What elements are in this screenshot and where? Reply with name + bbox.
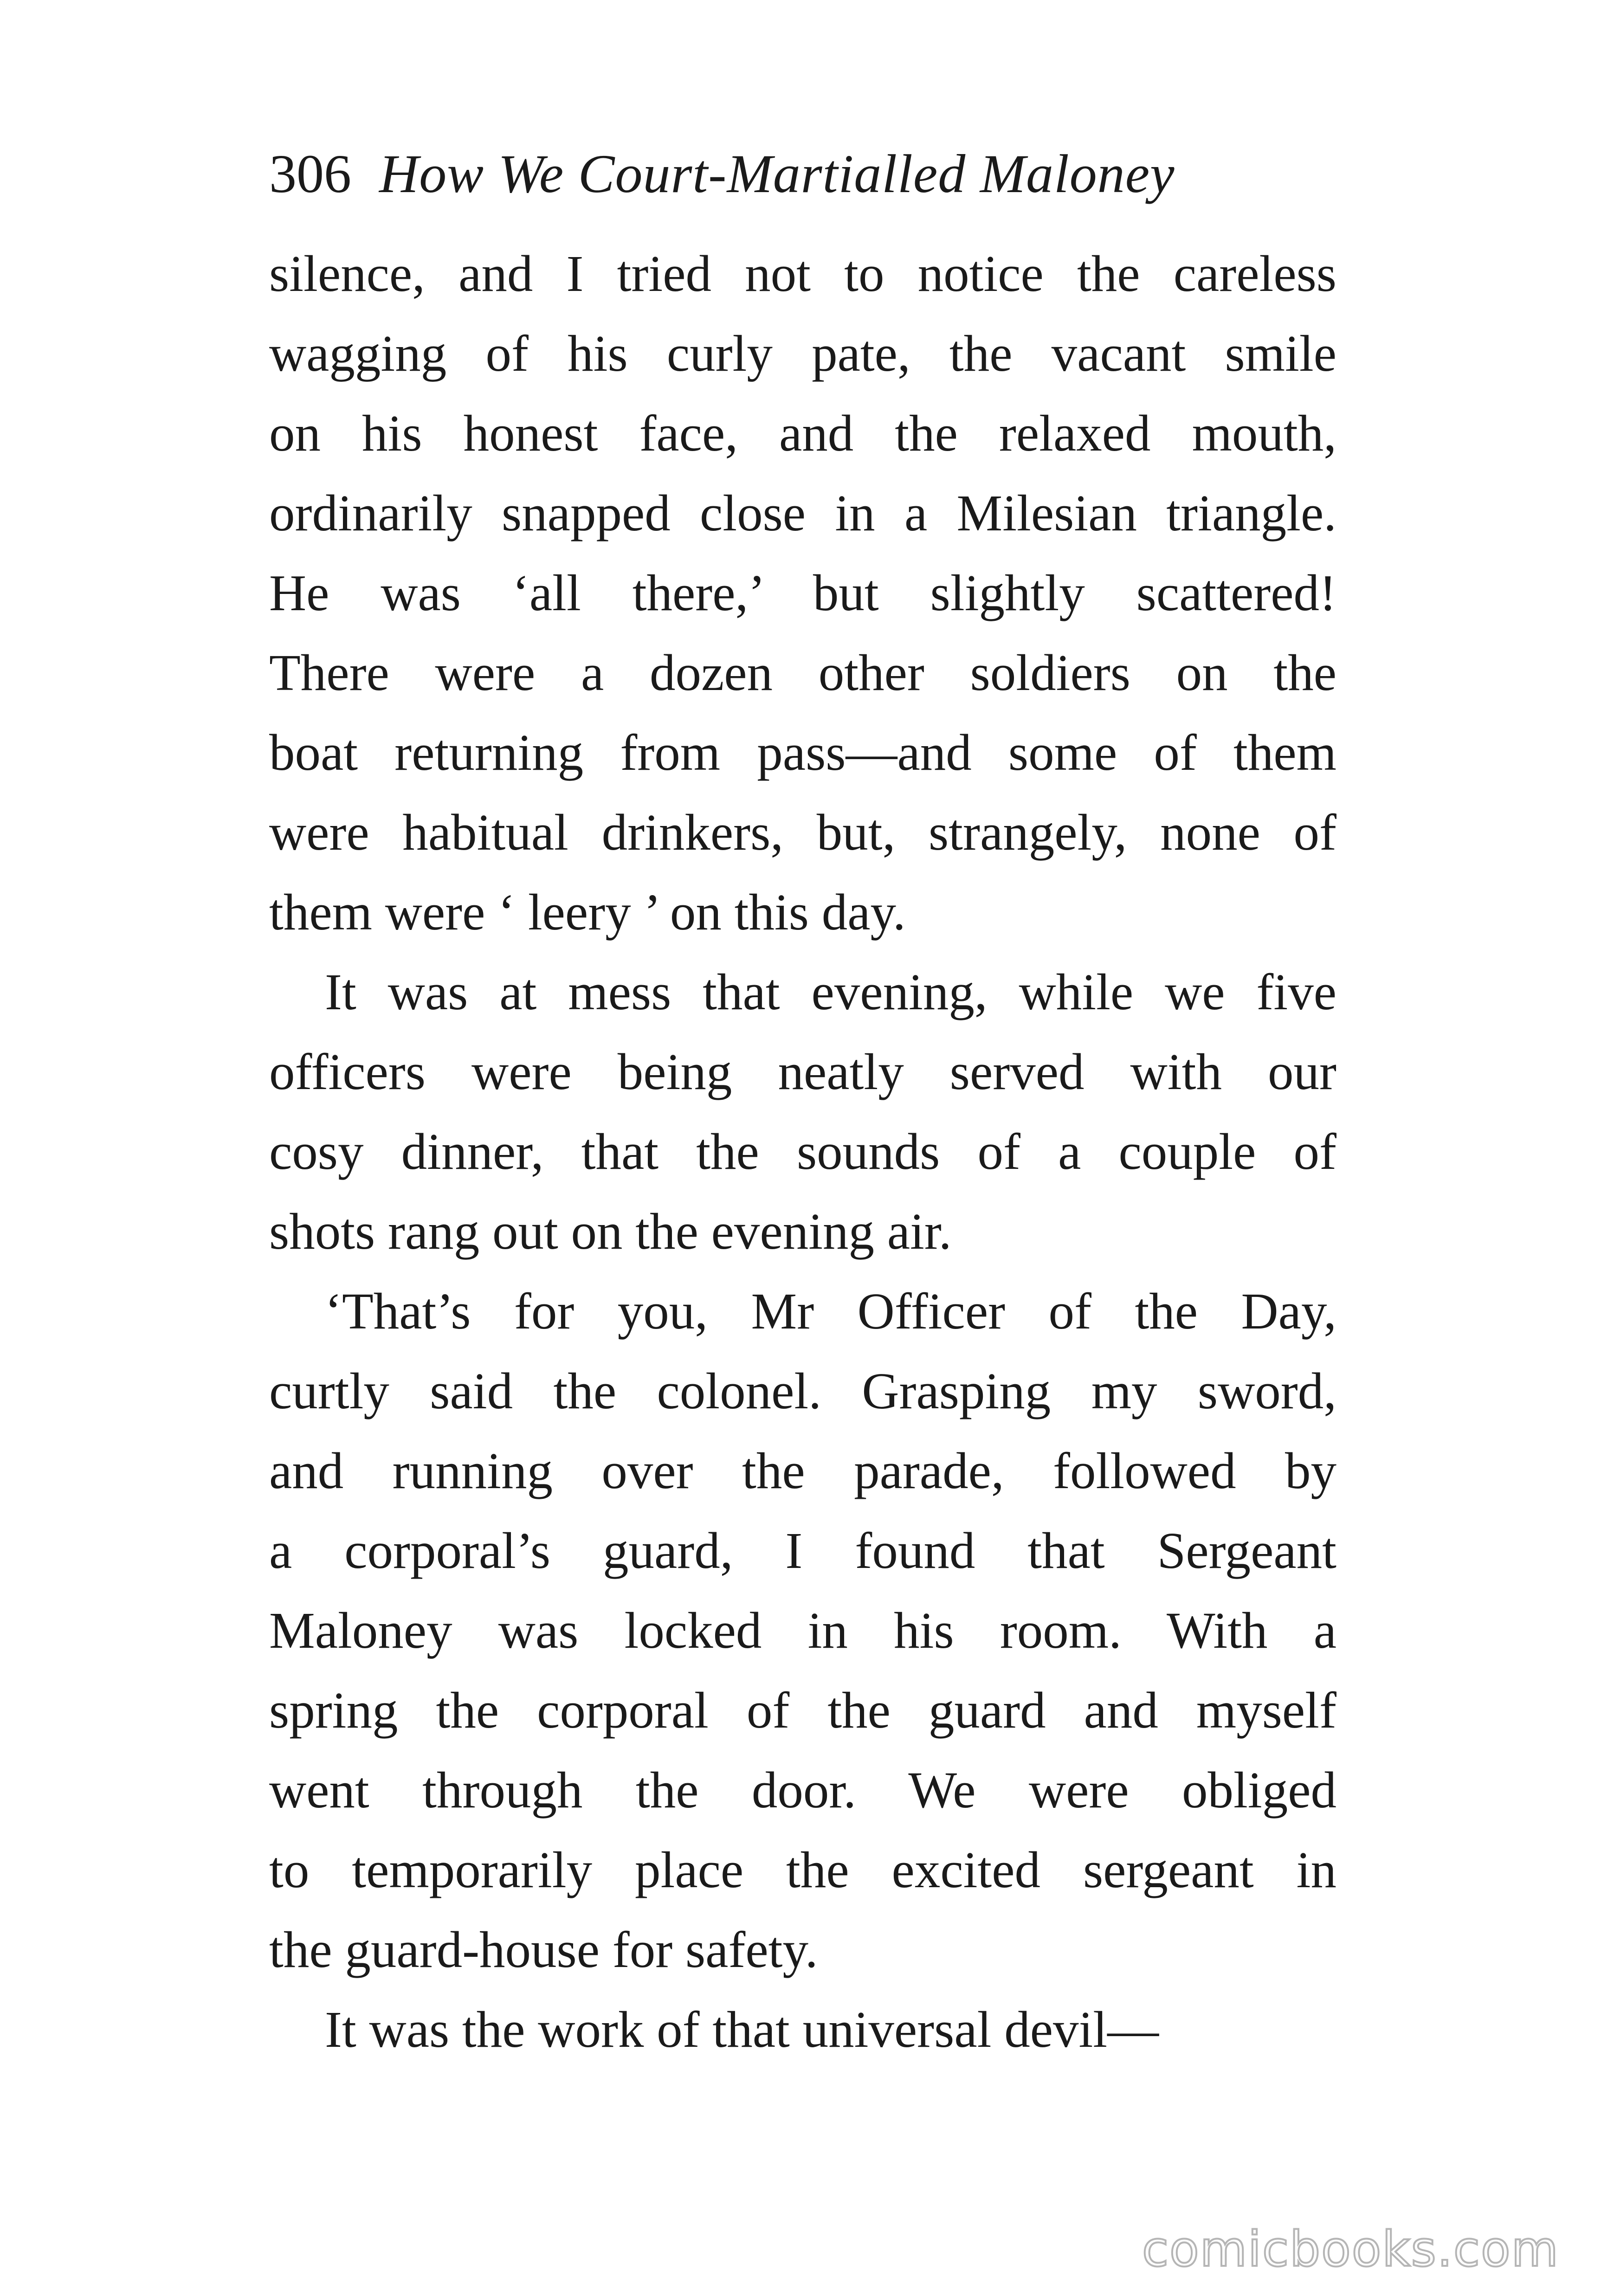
text-line: boat returning from pass—and some of them — [269, 724, 1336, 781]
text-line: silence, and I tried not to notice the careless — [269, 245, 1336, 303]
running-head — [269, 135, 1346, 213]
text-line: cosy dinner, that the sounds of a couple of — [269, 1123, 1336, 1180]
text-line: Maloney was locked in his room. With a — [269, 1602, 1336, 1659]
text-line: He was ‘all there,’ but slightly scattered! — [269, 565, 1336, 622]
text-line: the guard-house for safety. — [269, 1922, 818, 1979]
text-line: It was at mess that evening, while we five — [325, 964, 1336, 1021]
text-line: went through the door. We were obliged — [269, 1762, 1336, 1819]
text-line: It was the work of that universal devil— — [325, 2001, 1159, 2058]
text-line: ‘That’s for you, Mr Officer of the Day, — [325, 1283, 1336, 1340]
text-line: curtly said the colonel. Grasping my sword, — [269, 1363, 1336, 1420]
text-line: wagging of his curly pate, the vacant smile — [269, 325, 1336, 382]
text-line: them were ‘ leery ’ on this day. — [269, 884, 906, 941]
text-line: There were a dozen other soldiers on the — [269, 645, 1336, 702]
text-line: on his honest face, and the relaxed mouth, — [269, 405, 1336, 462]
page-number: 306 — [269, 143, 351, 204]
body-text — [269, 234, 1336, 2070]
text-line: a corporal’s guard, I found that Sergeant — [269, 1522, 1336, 1580]
text-line: spring the corporal of the guard and myself — [269, 1682, 1336, 1739]
text-line: were habitual drinkers, but, strangely, none of — [269, 804, 1336, 861]
text-line: officers were being neatly served with our — [269, 1044, 1336, 1101]
text-line: to temporarily place the excited sergeant in — [269, 1842, 1336, 1899]
text-line: shots rang out on the evening air. — [269, 1203, 952, 1260]
running-title: How We Court-Martialled Maloney — [379, 143, 1175, 204]
text-line: and running over the parade, followed by — [269, 1443, 1336, 1500]
text-line: ordinarily snapped close in a Milesian triangle. — [269, 485, 1336, 542]
watermark: comicbooks.com — [1142, 2221, 1559, 2277]
